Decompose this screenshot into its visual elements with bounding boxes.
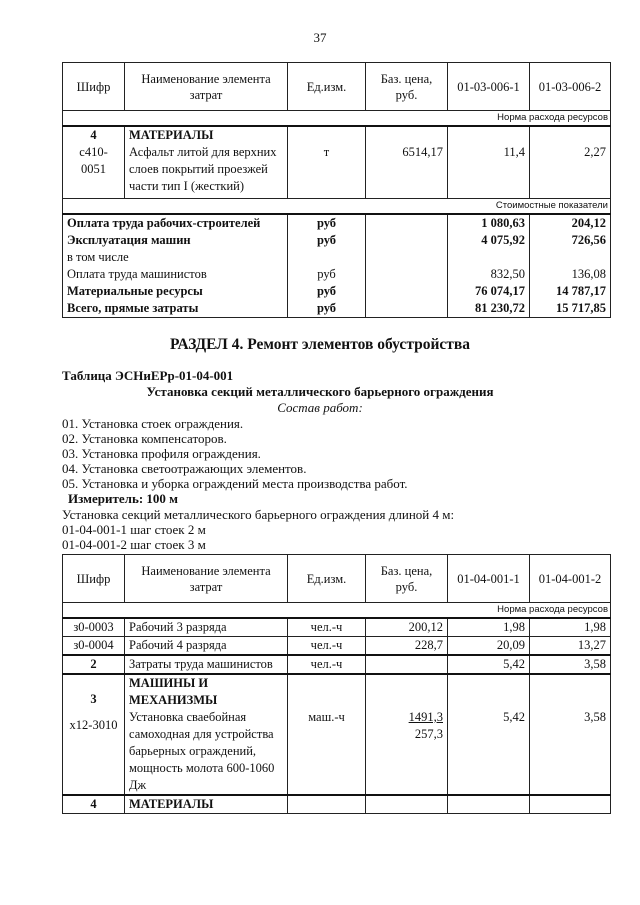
group-number: 4 bbox=[63, 795, 125, 814]
table-row bbox=[63, 637, 611, 656]
cost-value: 14 787,17 bbox=[530, 283, 611, 300]
variant: 01-04-001-1 шаг стоек 2 м bbox=[62, 522, 206, 537]
cell-unit: маш.-ч bbox=[288, 674, 366, 795]
materials-group-row bbox=[63, 126, 611, 144]
col-header: Шифр bbox=[63, 555, 125, 603]
table-title: Установка секций металлического барьерного ограждения bbox=[146, 384, 494, 399]
cell-value: 3,58 bbox=[530, 674, 611, 795]
work-item: 01. Установка стоек ограждения. bbox=[62, 416, 244, 431]
cell-name: Рабочий 4 разряда bbox=[125, 637, 288, 656]
cost-value: 1 080,63 bbox=[448, 214, 530, 232]
cell-code: з0-0004 bbox=[63, 637, 125, 656]
cost-unit: руб bbox=[288, 266, 366, 283]
cost-row bbox=[63, 249, 611, 266]
col-header: Баз. цена, руб. bbox=[366, 63, 448, 111]
col-header: Ед.изм. bbox=[288, 555, 366, 603]
section-title: РАЗДЕЛ 4. Ремонт элементов обустройства bbox=[169, 336, 471, 353]
work-item: 02. Установка компенсаторов. bbox=[62, 431, 227, 446]
col-header: 01-03-006-1 bbox=[448, 63, 530, 111]
cell-unit: чел.-ч bbox=[288, 637, 366, 656]
cost-row bbox=[63, 266, 611, 283]
resource-table-1 bbox=[62, 62, 611, 318]
cost-unit: руб bbox=[288, 300, 366, 318]
cost-value: 15 717,85 bbox=[530, 300, 611, 318]
price-bottom: 257,3 bbox=[414, 727, 443, 741]
work-composition-heading: Состав работ: bbox=[277, 400, 363, 415]
col-header: Ед.изм. bbox=[288, 63, 366, 111]
group-title: МАТЕРИАЛЫ bbox=[125, 795, 288, 814]
page-number: 37 bbox=[313, 30, 327, 45]
cell-unit: чел.-ч bbox=[288, 618, 366, 637]
cell-value: 13,27 bbox=[530, 637, 611, 656]
cell-code: с410-0051 bbox=[63, 144, 125, 198]
cell-name bbox=[125, 144, 288, 198]
cost-name: Материальные ресурсы bbox=[63, 283, 288, 300]
name-line: самоходная для устройства bbox=[129, 727, 274, 741]
cost-row bbox=[63, 300, 611, 318]
cell-price bbox=[366, 674, 448, 795]
variant: 01-04-001-2 шаг стоек 3 м bbox=[62, 537, 206, 552]
cell-value: 5,42 bbox=[448, 655, 530, 674]
price-top: 1491,3 bbox=[408, 710, 443, 724]
cost-unit: руб bbox=[288, 232, 366, 249]
cell-price bbox=[366, 655, 448, 674]
cost-value: 4 075,92 bbox=[448, 232, 530, 249]
cost-value: 204,12 bbox=[530, 214, 611, 232]
table-header-row bbox=[63, 555, 611, 603]
cost-value: 136,08 bbox=[530, 266, 611, 283]
work-item: 05. Установка и уборка ограждений места производства работ. bbox=[62, 476, 408, 491]
cell-code bbox=[63, 674, 125, 795]
cost-row bbox=[63, 283, 611, 300]
col-header: 01-04-001-2 bbox=[530, 555, 611, 603]
cell-value: 1,98 bbox=[530, 618, 611, 637]
cost-name: Эксплуатация машин bbox=[63, 232, 288, 249]
cell-code: з0-0003 bbox=[63, 618, 125, 637]
table-id: Таблица ЭСНиЕРр-01-04-001 bbox=[62, 368, 234, 383]
cost-value: 832,50 bbox=[448, 266, 530, 283]
cost-unit: руб bbox=[288, 214, 366, 232]
col-header: 01-03-006-2 bbox=[530, 63, 611, 111]
cost-name: Всего, прямые затраты bbox=[63, 300, 288, 318]
cost-value: 81 230,72 bbox=[448, 300, 530, 318]
name-line: Дж bbox=[129, 778, 147, 792]
norm-label: Норма расхода ресурсов bbox=[63, 603, 611, 619]
description: Установка секций металлического барьерного ограждения длиной 4 м: bbox=[62, 507, 455, 522]
work-item: 04. Установка светоотражающих элементов. bbox=[62, 461, 307, 476]
cell-unit: т bbox=[288, 144, 366, 198]
name-line: Установка сваебойная bbox=[129, 710, 247, 724]
norm-label-row bbox=[63, 603, 611, 619]
col-header: 01-04-001-1 bbox=[448, 555, 530, 603]
cost-value: 726,56 bbox=[530, 232, 611, 249]
name-line: части тип I (жесткий) bbox=[129, 179, 245, 193]
cost-value: 76 074,17 bbox=[448, 283, 530, 300]
cost-label: Стоимостные показатели bbox=[63, 198, 611, 214]
materials-group-row bbox=[63, 795, 611, 814]
work-item: 03. Установка профиля ограждения. bbox=[62, 446, 261, 461]
machines-group-row bbox=[63, 674, 611, 795]
cell-value: 2,27 bbox=[530, 144, 611, 198]
col-header: Наименование элемента затрат bbox=[125, 555, 288, 603]
cell-price: 200,12 bbox=[366, 618, 448, 637]
cell-name: Затраты труда машинистов bbox=[125, 655, 288, 674]
cost-label-row bbox=[63, 198, 611, 214]
group-number: 4 bbox=[63, 126, 125, 144]
group-title: МАШИНЫ И bbox=[129, 676, 209, 690]
table-row bbox=[63, 655, 611, 674]
name-line: мощность молота 600-1060 bbox=[129, 761, 275, 775]
name-line: Асфальт литой для верхних bbox=[129, 145, 277, 159]
cost-row bbox=[63, 232, 611, 249]
col-header: Шифр bbox=[63, 63, 125, 111]
name-line: слоев покрытий проезжей bbox=[129, 162, 268, 176]
norm-label-row bbox=[63, 111, 611, 127]
table-row bbox=[63, 618, 611, 637]
cell-value: 11,4 bbox=[448, 144, 530, 198]
machine-code: х12-3010 bbox=[69, 718, 118, 732]
group-title: МЕХАНИЗМЫ bbox=[129, 693, 218, 707]
table-row bbox=[63, 144, 611, 198]
cost-row bbox=[63, 214, 611, 232]
cell-value: 3,58 bbox=[530, 655, 611, 674]
resource-table-2 bbox=[62, 554, 611, 814]
cell-value: 5,42 bbox=[448, 674, 530, 795]
cell-code: 2 bbox=[63, 655, 125, 674]
col-header: Баз. цена, руб. bbox=[366, 555, 448, 603]
cell-name bbox=[125, 674, 288, 795]
cost-name: Оплата труда рабочих-строителей bbox=[63, 214, 288, 232]
name-line: барьерных ограждений, bbox=[129, 744, 257, 758]
cost-unit: руб bbox=[288, 283, 366, 300]
table-header-row bbox=[63, 63, 611, 111]
cell-name: Рабочий 3 разряда bbox=[125, 618, 288, 637]
cost-name: Оплата труда машинистов bbox=[63, 266, 288, 283]
norm-label: Норма расхода ресурсов bbox=[63, 111, 611, 127]
col-header: Наименование элемента затрат bbox=[125, 63, 288, 111]
cell-value: 1,98 bbox=[448, 618, 530, 637]
cost-name: в том числе bbox=[63, 249, 288, 266]
cell-price: 6514,17 bbox=[366, 144, 448, 198]
cell-price: 228,7 bbox=[366, 637, 448, 656]
group-number: 3 bbox=[90, 692, 97, 706]
meter: Измеритель: 100 м bbox=[68, 491, 179, 506]
cell-unit: чел.-ч bbox=[288, 655, 366, 674]
cell-value: 20,09 bbox=[448, 637, 530, 656]
group-title: МАТЕРИАЛЫ bbox=[125, 126, 288, 144]
